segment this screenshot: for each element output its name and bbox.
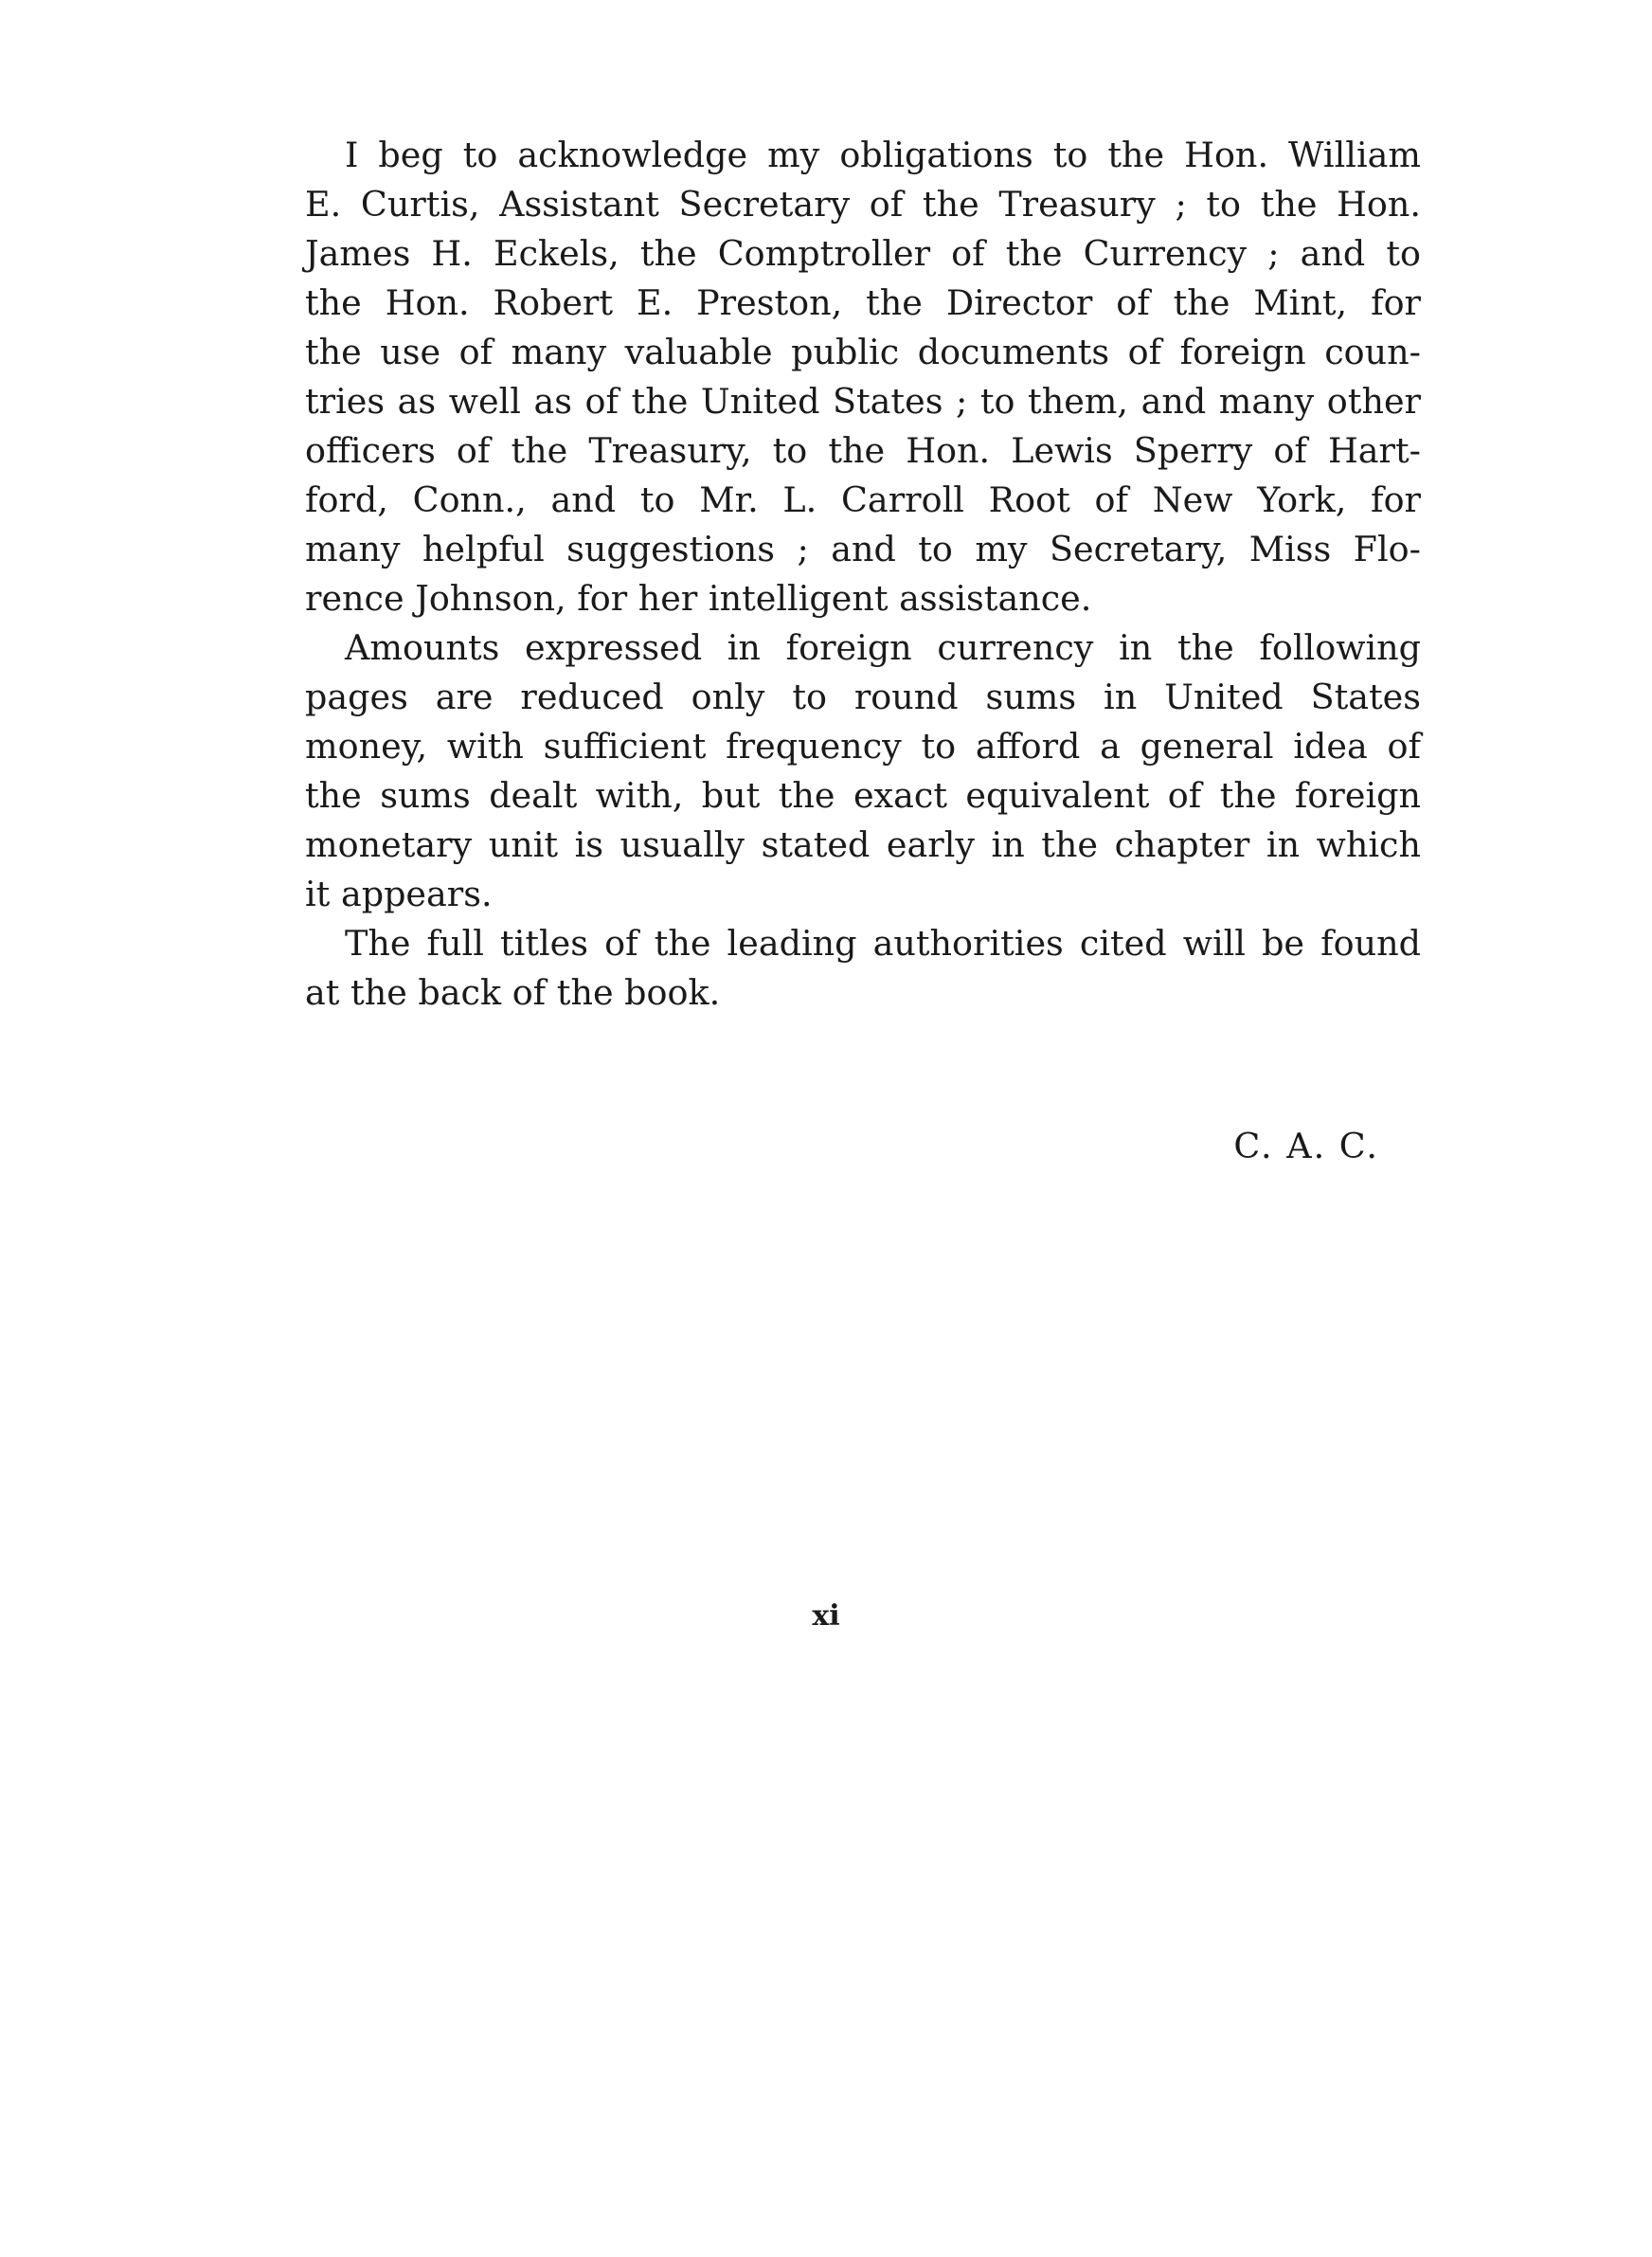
- text-line: the Hon. Robert E. Preston, the Director of the Mint, for: [305, 282, 1421, 323]
- text-line: I beg to acknowledge my obligations to the Hon. William: [345, 135, 1421, 175]
- text-line: The full titles of the leading authorities cited will be found: [345, 923, 1421, 964]
- page-number: xi: [812, 1599, 840, 1633]
- text-line: monetary unit is usually stated early in the chapter in which: [305, 824, 1421, 865]
- paragraph-amounts: [305, 623, 1421, 919]
- text-line: the use of many valuable public documents of foreign coun-: [305, 332, 1421, 372]
- author-initials: C. A. C.: [1233, 1126, 1379, 1166]
- paragraph-authorities: [305, 919, 1421, 1018]
- text-line: at the back of the book.: [305, 972, 721, 1013]
- text-line: E. Curtis, Assistant Secretary of the Treasury ; to the Hon.: [305, 184, 1421, 225]
- text-line: many helpful suggestions ; and to my Secretary, Miss Flo-: [305, 529, 1421, 569]
- text-line: pages are reduced only to round sums in United States: [305, 677, 1421, 717]
- text-line: it appears.: [305, 874, 493, 914]
- text-line: ford, Conn., and to Mr. L. Carroll Root of New York, for: [305, 479, 1421, 520]
- text-line: Amounts expressed in foreign currency in the following: [345, 627, 1421, 668]
- text-line: James H. Eckels, the Comptroller of the Currency ; and to: [305, 233, 1421, 274]
- text-line: money, with sufficient frequency to afford a general idea of: [305, 726, 1421, 767]
- text-line: the sums dealt with, but the exact equivalent of the foreign: [305, 775, 1421, 816]
- text-line: tries as well as of the United States ; to them, and many other: [305, 381, 1421, 422]
- text-line: officers of the Treasury, to the Hon. Lewis Sperry of Hart-: [305, 430, 1421, 471]
- paragraph-acknowledgements: [305, 131, 1421, 623]
- preface-text: [305, 131, 1421, 1166]
- text-line: rence Johnson, for her intelligent assistance.: [305, 578, 1092, 619]
